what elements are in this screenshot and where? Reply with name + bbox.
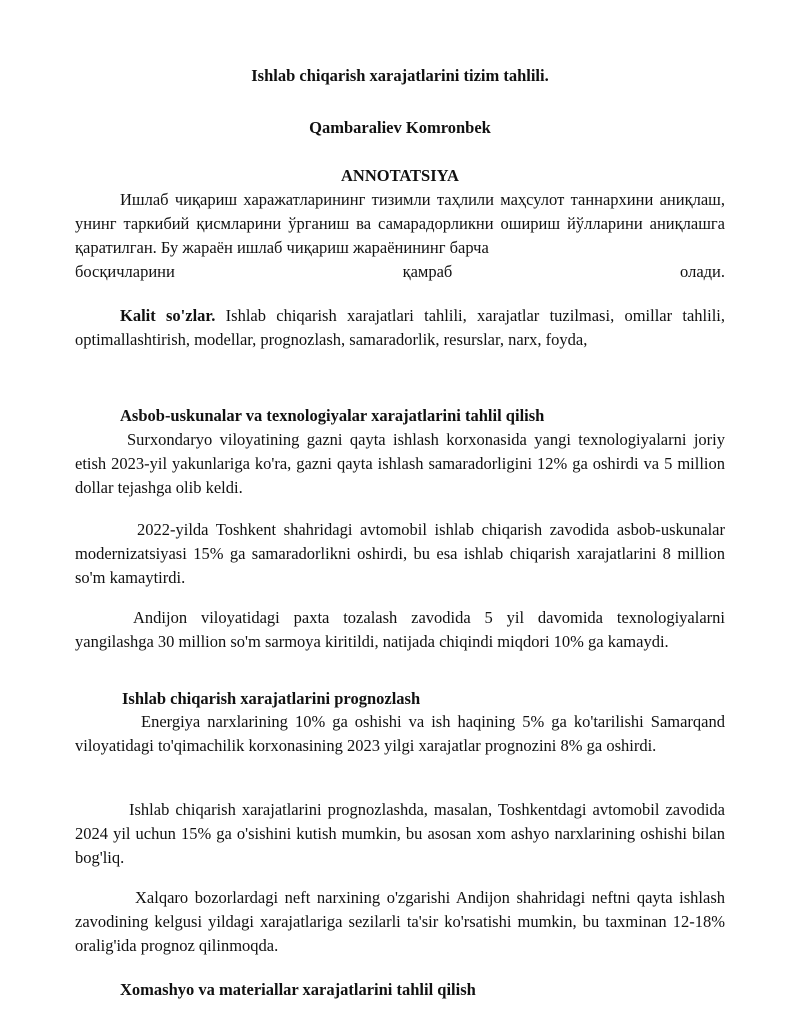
section-paragraph: Ishlab chiqarish xarajatlarini prognozlashda, masalan, Toshkentdagi avtomobil zavodida 2024 yil uchun 15% ga o'sishini kutish mumkin, bu asosan xom ashyo narxlarining oshishi bilan bog'liq. bbox=[75, 800, 725, 867]
annotation-word: босқичларини bbox=[75, 262, 175, 281]
annotation-paragraph bbox=[75, 188, 725, 260]
annotation-last-line bbox=[75, 260, 725, 284]
section-heading: Xomashyo va materiallar xarajatlarini tahlil qilish bbox=[120, 980, 476, 999]
section-paragraph: 2022-yilda Toshkent shahridagi avtomobil ishlab chiqarish zavodida asbob-uskunalar modernizatsiyasi 15% ga samaradorlikni oshirdi, bu esa ishlab chiqarish xarajatlarini 8 million so'm kamaytirdi. bbox=[75, 520, 725, 587]
document-title: Ishlab chiqarish xarajatlarini tizim tahlili. bbox=[251, 66, 549, 85]
keywords-text: Ishlab chiqarish xarajatlari tahlili, xarajatlar tuzilmasi, omillar tahlili, optimallashtirish, modellar, prognozlash, samaradorlik, resurslar, narx, foyda, bbox=[75, 306, 725, 349]
annotation-word: қамраб bbox=[402, 262, 453, 281]
author-name: Qambaraliev Komronbek bbox=[309, 118, 491, 137]
annotation-word: олади. bbox=[680, 262, 725, 281]
keywords-label: Kalit so'zlar. bbox=[120, 306, 216, 325]
section-heading: Ishlab chiqarish xarajatlarini prognozlash bbox=[122, 689, 421, 708]
annotation-text: Ишлаб чиқариш харажатларининг тизимли таҳлили маҳсулот таннархини аниқлаш, унинг таркибий қисмларини ўрганиш ва самарадорликни ошириш йўлларини аниқлашга қаратилган. Бу жараён ишлаб чиқариш жараёнининг барча bbox=[75, 190, 725, 257]
section-paragraph: Andijon viloyatidagi paxta tozalash zavodida 5 yil davomida texnologiyalarni yangilashga 30 million so'm sarmoya kiritildi, natijada chiqindi miqdori 10% ga kamaydi. bbox=[75, 608, 725, 651]
annotation-heading: ANNOTATSIYA bbox=[341, 166, 459, 185]
section-heading: Asbob-uskunalar va texnologiyalar xarajatlarini tahlil qilish bbox=[120, 406, 545, 425]
section-paragraph: Surxondaryo viloyatining gazni qayta ishlash korxonasida yangi texnologiyalarni joriy etish 2023-yil yakunlariga ko'ra, gazni qayta ishlash samaradorligini 12% ga oshirdi va 5 million dollar tejashga olib keldi. bbox=[75, 430, 725, 497]
section-paragraph: Energiya narxlarining 10% ga oshishi va ish haqining 5% ga ko'tarilishi Samarqand viloyatidagi to'qimachilik korxonasining 2023 yilgi xarajatlar prognozini 8% ga oshirdi. bbox=[75, 712, 725, 755]
section-paragraph: Xalqaro bozorlardagi neft narxining o'zgarishi Andijon shahridagi neftni qayta ishlash zavodining kelgusi yildagi xarajatlariga sezilarli ta'sir ko'rsatishi mumkin, bu taxminan 12-18% oralig'ida prognoz qilinmoqda. bbox=[75, 888, 725, 955]
keywords-paragraph bbox=[75, 304, 725, 352]
